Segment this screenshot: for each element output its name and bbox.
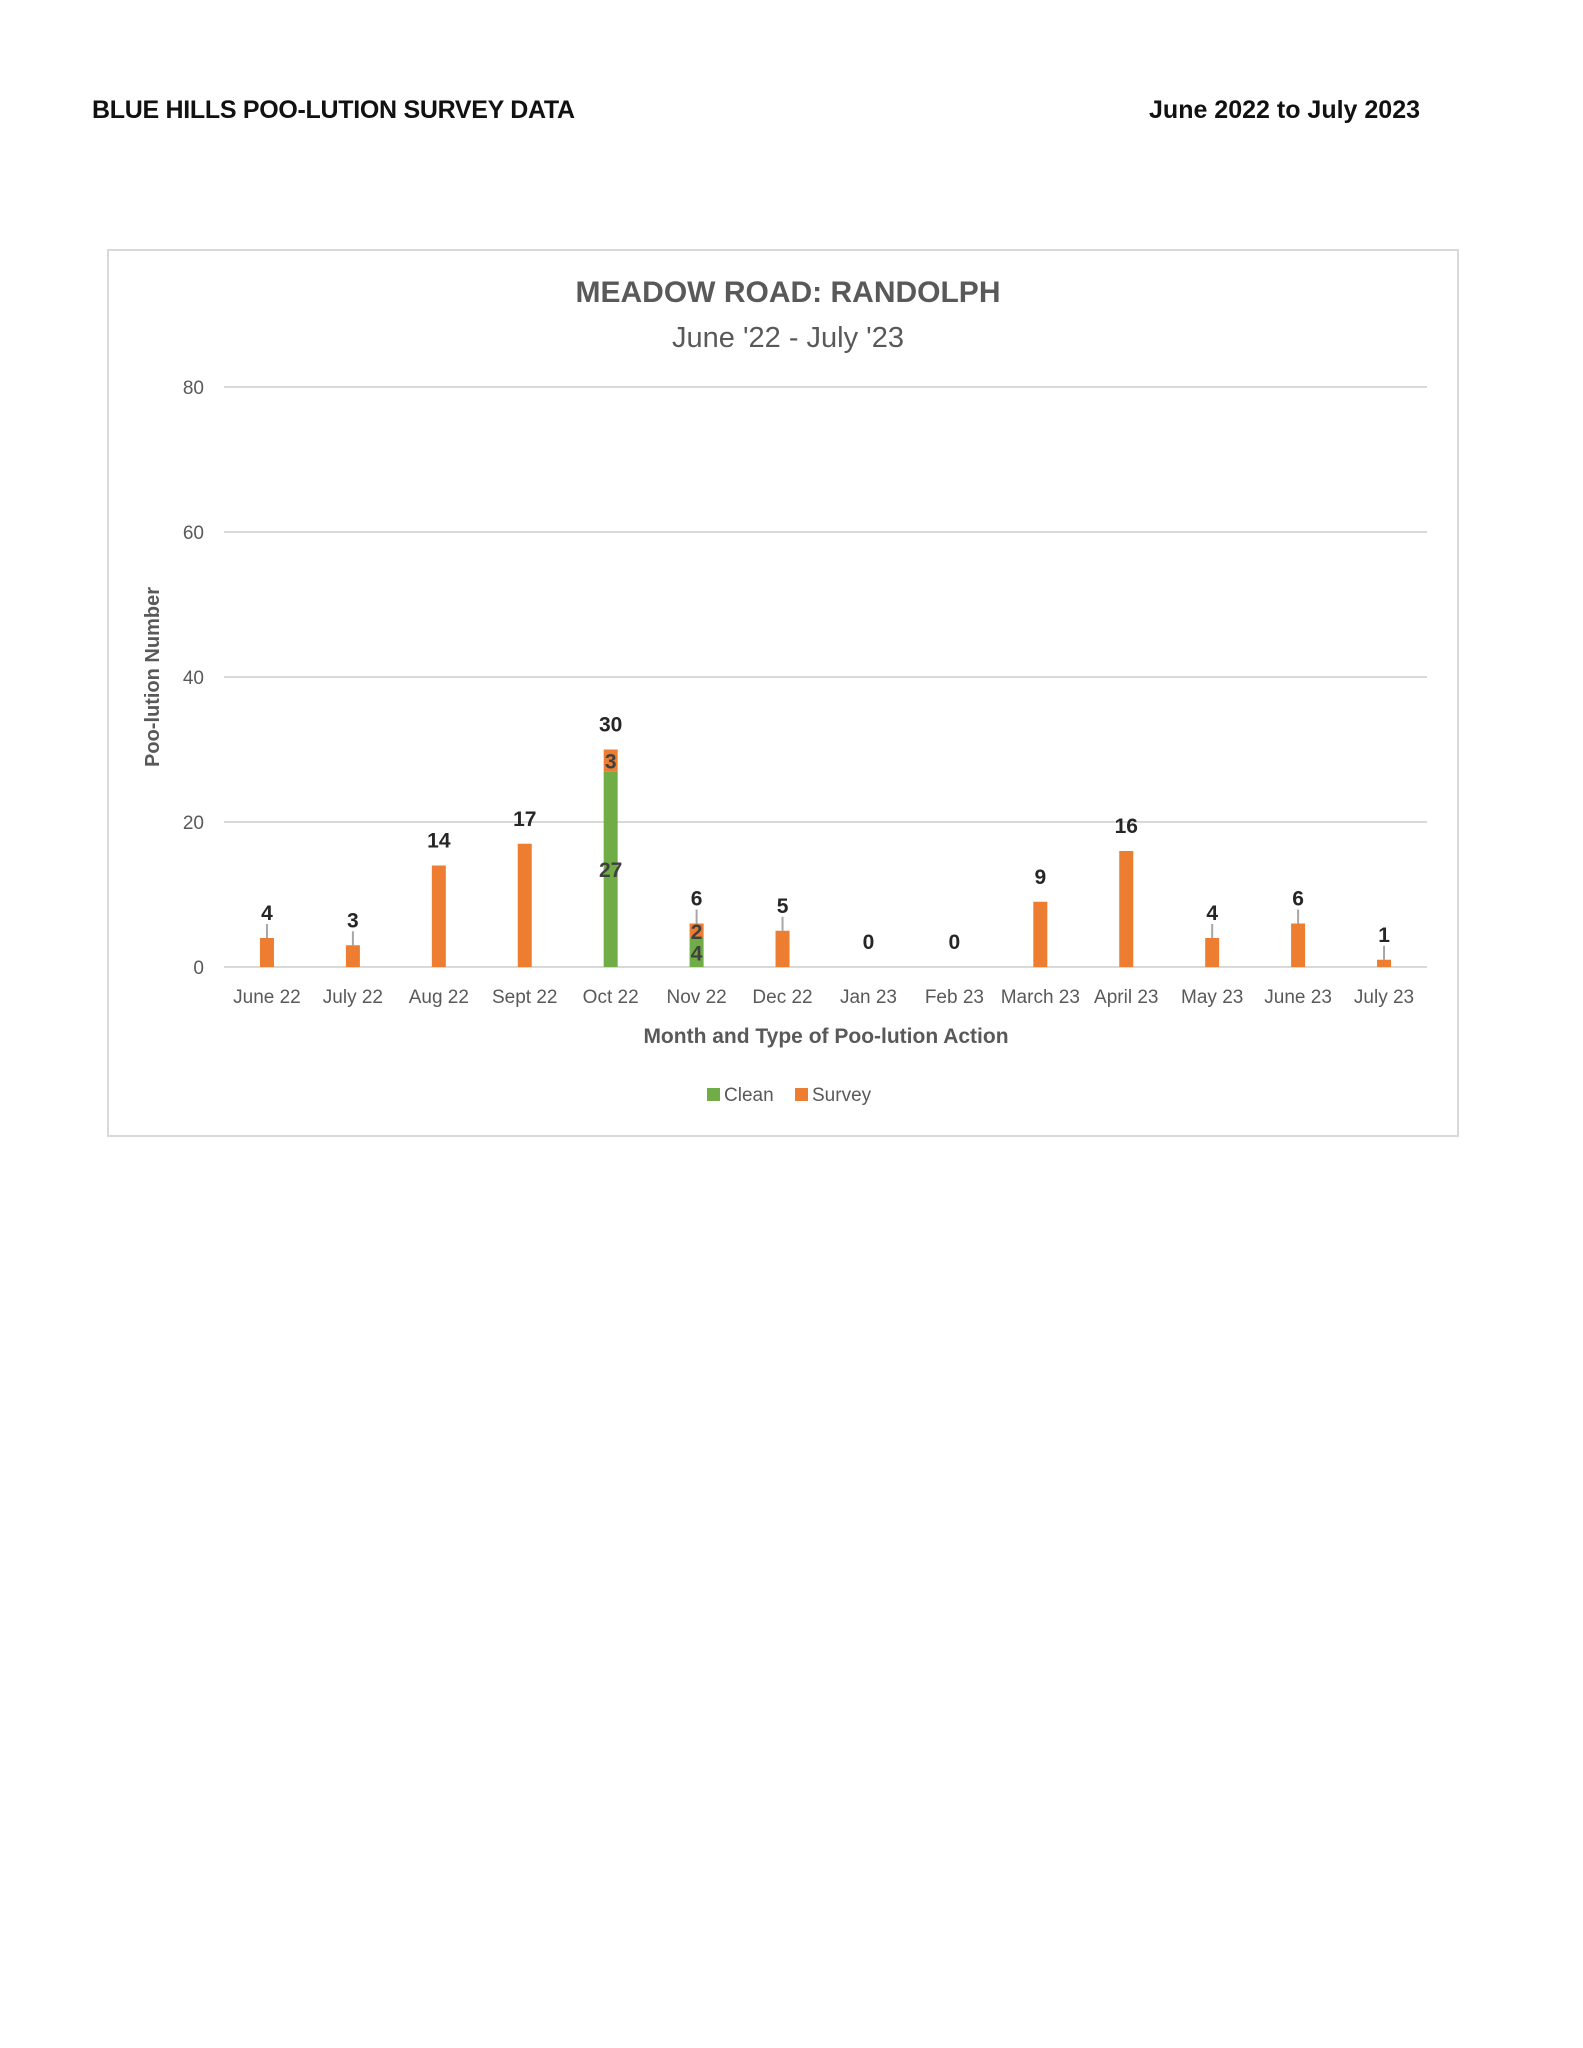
gridlines (224, 387, 1427, 967)
x-tick-label: June 22 (233, 987, 301, 1008)
bar-survey (260, 938, 274, 967)
total-label: 5 (776, 894, 789, 918)
x-tick-label: Nov 22 (666, 987, 727, 1008)
legend-swatch-clean (707, 1088, 720, 1101)
total-label: 0 (948, 931, 961, 954)
page-header (92, 96, 1420, 136)
total-label: 0 (862, 931, 875, 954)
bar-survey (1205, 938, 1219, 967)
x-tick-label: Sept 22 (492, 987, 558, 1008)
x-tick-label: May 23 (1181, 987, 1244, 1008)
legend-label-survey: Survey (812, 1085, 872, 1106)
y-tick-label: 20 (182, 813, 204, 834)
total-label: 17 (513, 807, 537, 831)
document-date-range: June 2022 to July 2023 (1149, 96, 1420, 124)
data-labels (261, 714, 1390, 966)
chart-frame (107, 249, 1459, 1137)
document-title: BLUE HILLS POO-LUTION SURVEY DATA (92, 96, 575, 124)
total-label: 6 (1292, 887, 1304, 911)
bar-survey (432, 866, 446, 968)
x-tick-label: July 22 (322, 987, 383, 1008)
y-axis-label: Poo-lution Number (142, 587, 164, 767)
total-label: 9 (1034, 865, 1047, 889)
bar-survey (518, 844, 532, 967)
x-axis-label: Month and Type of Poo-lution Action (643, 1025, 1009, 1048)
segment-label: 2 (690, 920, 703, 944)
segment-label: 4 (690, 942, 703, 966)
total-label: 6 (690, 887, 703, 911)
x-tick-label: Aug 22 (408, 987, 469, 1008)
x-tick-label: July 23 (1353, 987, 1415, 1008)
chart-title: MEADOW ROAD: RANDOLPH (575, 276, 1001, 309)
x-tick-label: June 23 (1264, 987, 1332, 1008)
legend-swatch-survey (795, 1088, 808, 1101)
x-tick-label: Oct 22 (582, 987, 639, 1008)
legend (707, 1085, 872, 1106)
total-label: 16 (1114, 815, 1138, 838)
y-tick-label: 40 (182, 668, 204, 689)
chart-subtitle: June '22 - July '23 (672, 322, 904, 354)
bar-survey (1291, 924, 1305, 968)
y-axis-ticks (183, 378, 204, 979)
x-tick-label: Feb 23 (924, 987, 984, 1008)
x-axis-ticks (233, 987, 1414, 1008)
total-label: 14 (427, 829, 451, 853)
x-tick-label: March 23 (1000, 987, 1080, 1008)
legend-label-clean: Clean (724, 1085, 774, 1106)
total-label: 1 (1378, 923, 1390, 947)
segment-label: 3 (604, 750, 617, 774)
total-label: 4 (261, 902, 273, 925)
bar-survey (776, 931, 790, 967)
y-tick-label: 0 (193, 958, 204, 979)
y-tick-label: 60 (182, 523, 204, 544)
bar-survey (1377, 960, 1391, 967)
total-label: 4 (1206, 902, 1219, 925)
bar-survey (346, 945, 360, 967)
bars (260, 750, 1391, 968)
bar-chart (109, 251, 1457, 1135)
bar-survey (1119, 851, 1133, 967)
total-label: 3 (347, 909, 359, 933)
segment-label: 27 (598, 859, 623, 883)
y-tick-label: 80 (182, 378, 204, 399)
x-tick-label: Dec 22 (752, 987, 813, 1008)
total-label: 30 (598, 713, 623, 737)
bar-survey (1033, 902, 1047, 967)
x-tick-label: April 23 (1094, 987, 1159, 1008)
x-tick-label: Jan 23 (839, 987, 897, 1008)
